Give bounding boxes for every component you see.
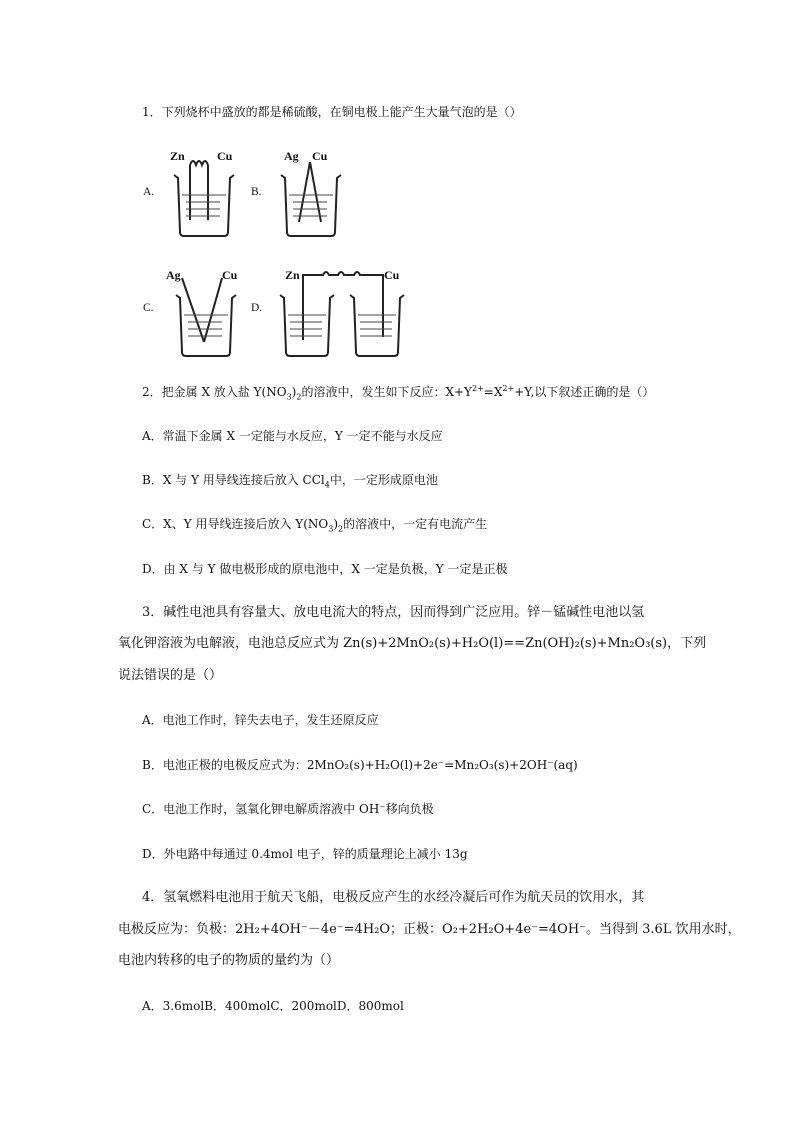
- q1-b-beaker-diagram: [277, 150, 347, 240]
- q3-option-a: A．电池工作时，锌失去电子，发生还原反应: [142, 713, 379, 727]
- liquid-lines: [182, 195, 226, 216]
- q4-stem-line-2: 电极反应为：负极：2H₂+4OH⁻－4e⁻=4H₂O；正极：O₂+2H₂O+4e⁻=4OH⁻。当得到 3.6L 饮用水时，: [118, 922, 741, 937]
- q1-b-right-electrode-label: Cu: [312, 149, 328, 163]
- q1-stem: 1．下列烧杯中盛放的都是稀硫酸，在铜电极上能产生大量气泡的是（）: [142, 105, 522, 119]
- q1-option-b-label: B.: [251, 186, 262, 198]
- q3-stem-line-2: 氧化钾溶液为电解液，电池总反应式为 Zn(s)+2MnO₂(s)+H₂O(l)==Zn(OH)₂(s)+Mn₂O₃(s)，下列: [118, 636, 707, 651]
- liquid-lines: [289, 195, 333, 216]
- q2-option-b: B．X 与 Y 用导线连接后放入 CCl$_4$中，一定形成原电池: [142, 473, 438, 490]
- left-liquid-lines: [288, 315, 326, 336]
- left-beaker: [280, 295, 334, 356]
- q1-a-left-electrode-label: Zn: [170, 149, 185, 163]
- beaker: [174, 175, 234, 236]
- q1-option-c-label: C.: [143, 302, 154, 314]
- ag-electrode: [182, 278, 204, 342]
- q3-stem-line-3: 说法错误的是（）: [118, 668, 223, 683]
- q1-c-left-electrode-label: Ag: [166, 268, 181, 282]
- q4-stem-line-3: 电池内转移的电子的物质的量约为（）: [118, 953, 340, 968]
- cu-electrode: [204, 278, 222, 342]
- cu-electrode: [310, 162, 321, 222]
- right-liquid-lines: [358, 315, 396, 336]
- q2-option-d: D．由 X 与 Y 做电极形成的原电池中，X 一定是负极，Y 一定是正极: [142, 562, 508, 576]
- q1-c-beaker-diagram: [172, 270, 242, 360]
- q3-option-c: C．电池工作时，氢氧化钾电解质溶液中 OH⁻移向负极: [142, 802, 434, 816]
- q4-options: A．3.6molB．400molC．200molD．800mol: [142, 999, 404, 1013]
- q3-option-b: B．电池正极的电极反应式为：2MnO₂(s)+H₂O(l)+2e⁻=Mn₂O₃(s)+2OH⁻(aq): [142, 758, 578, 772]
- beaker: [176, 295, 236, 356]
- ag-electrode: [299, 162, 310, 222]
- q4-stem-line-1: 4．氢氧燃料电池用于航天飞船，电极反应产生的水经冷凝后可作为航天员的饮用水，其: [142, 890, 645, 905]
- q1-a-beaker-diagram: [170, 150, 240, 240]
- q2-stem: 2．把金属 X 放入盐 $Y(NO_3)_2$的溶液中，发生如下反应：$X+Y^{2+}=X^{2+}+Y$,以下叙述正确的是（）: [142, 384, 655, 402]
- q3-stem-line-1: 3．碱性电池具有容量大、放电电流大的特点，因而得到广泛应用。锌－锰碱性电池以氢: [142, 605, 645, 620]
- q1-d-left-electrode-label: Zn: [285, 268, 300, 282]
- q1-a-right-electrode-label: Cu: [217, 149, 233, 163]
- q2-option-c: C．X、Y 用导线连接后放入 $Y(NO_3)_2$的溶液中，一定有电流产生: [142, 517, 488, 534]
- beaker: [281, 175, 341, 236]
- q3-option-d: D．外电路中每通过 0.4mol 电子，锌的质量理论上减小 13g: [142, 847, 468, 861]
- q1-option-d-label: D.: [251, 302, 263, 314]
- q1-option-a-label: A.: [143, 186, 155, 198]
- right-beaker: [350, 295, 404, 356]
- q1-d-right-electrode-label: Cu: [384, 268, 400, 282]
- connecting-wire: [303, 272, 383, 337]
- q1-c-right-electrode-label: Cu: [222, 268, 238, 282]
- q1-d-two-beaker-diagram: [278, 265, 418, 360]
- q1-b-left-electrode-label: Ag: [284, 149, 299, 163]
- q2-option-a: A．常温下金属 X 一定能与水反应，Y 一定不能与水反应: [142, 429, 443, 443]
- coil-wire: [190, 161, 208, 165]
